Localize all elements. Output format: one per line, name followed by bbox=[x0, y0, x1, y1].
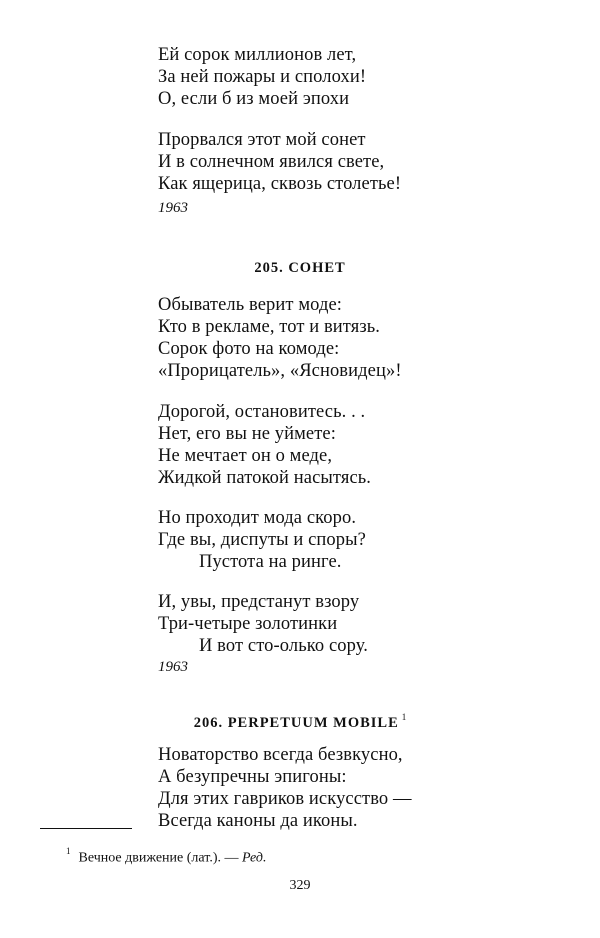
poem-line: Прорвался этот мой сонет bbox=[158, 130, 366, 150]
poem-line: И в солнечном явился свете, bbox=[158, 152, 385, 172]
footnote-reference: 1 bbox=[401, 712, 407, 722]
poem-line: Нет, его вы не уймете: bbox=[158, 424, 336, 444]
poem-line: Для этих гавриков искусство — bbox=[158, 789, 412, 809]
poem-title: 205. СОНЕТ bbox=[254, 260, 346, 276]
poem-line: Кто в рекламе, тот и витязь. bbox=[158, 317, 381, 337]
poem-line: Новаторство всегда безвкусно, bbox=[158, 745, 403, 765]
poem-line: А безупречны эпигоны: bbox=[158, 767, 347, 787]
poem-line: Ей сорок миллионов лет, bbox=[158, 45, 357, 65]
poem-line: «Прорицатель», «Ясновидец»! bbox=[158, 361, 402, 381]
poem-line: Не мечтает он о меде, bbox=[158, 446, 333, 466]
poem-title-206 bbox=[0, 709, 600, 732]
footnote-mark: 1 bbox=[66, 846, 71, 856]
poem-year: 1963 bbox=[158, 659, 188, 675]
poem-line: О, если б из моей эпохи bbox=[158, 89, 350, 109]
footnote-editor: Ред. bbox=[241, 850, 267, 866]
poem-line: Пустота на ринге. bbox=[199, 552, 342, 572]
poem-line: За ней пожары и сполохи! bbox=[158, 67, 367, 87]
poem-line: Сорок фото на комоде: bbox=[158, 339, 340, 359]
poem-line: Жидкой патокой насытясь. bbox=[158, 468, 372, 488]
poem-line: Но проходит мода скоро. bbox=[158, 508, 357, 528]
poem-line: Как ящерица, сквозь столетье! bbox=[158, 174, 402, 194]
poem-line: И вот сто-олько сору. bbox=[199, 636, 368, 656]
poem-line: Всегда каноны да иконы. bbox=[158, 811, 358, 831]
footnote-text: Вечное движение (лат.). — bbox=[78, 850, 239, 866]
poem-title: 206. PERPETUUM MOBILE bbox=[193, 714, 399, 731]
poem-year: 1963 bbox=[158, 200, 188, 216]
poem-line: Дорогой, остановитесь. . . bbox=[158, 402, 366, 422]
page-number: 329 bbox=[289, 878, 311, 893]
poem-line: Где вы, диспуты и споры? bbox=[158, 530, 366, 550]
poem-line: Обыватель верит моде: bbox=[158, 295, 343, 315]
footnote bbox=[66, 845, 266, 867]
footnote-divider bbox=[40, 828, 132, 829]
poem-line: Три-четыре золотинки bbox=[158, 614, 338, 634]
poem-line: И, увы, предстанут взору bbox=[158, 592, 360, 612]
